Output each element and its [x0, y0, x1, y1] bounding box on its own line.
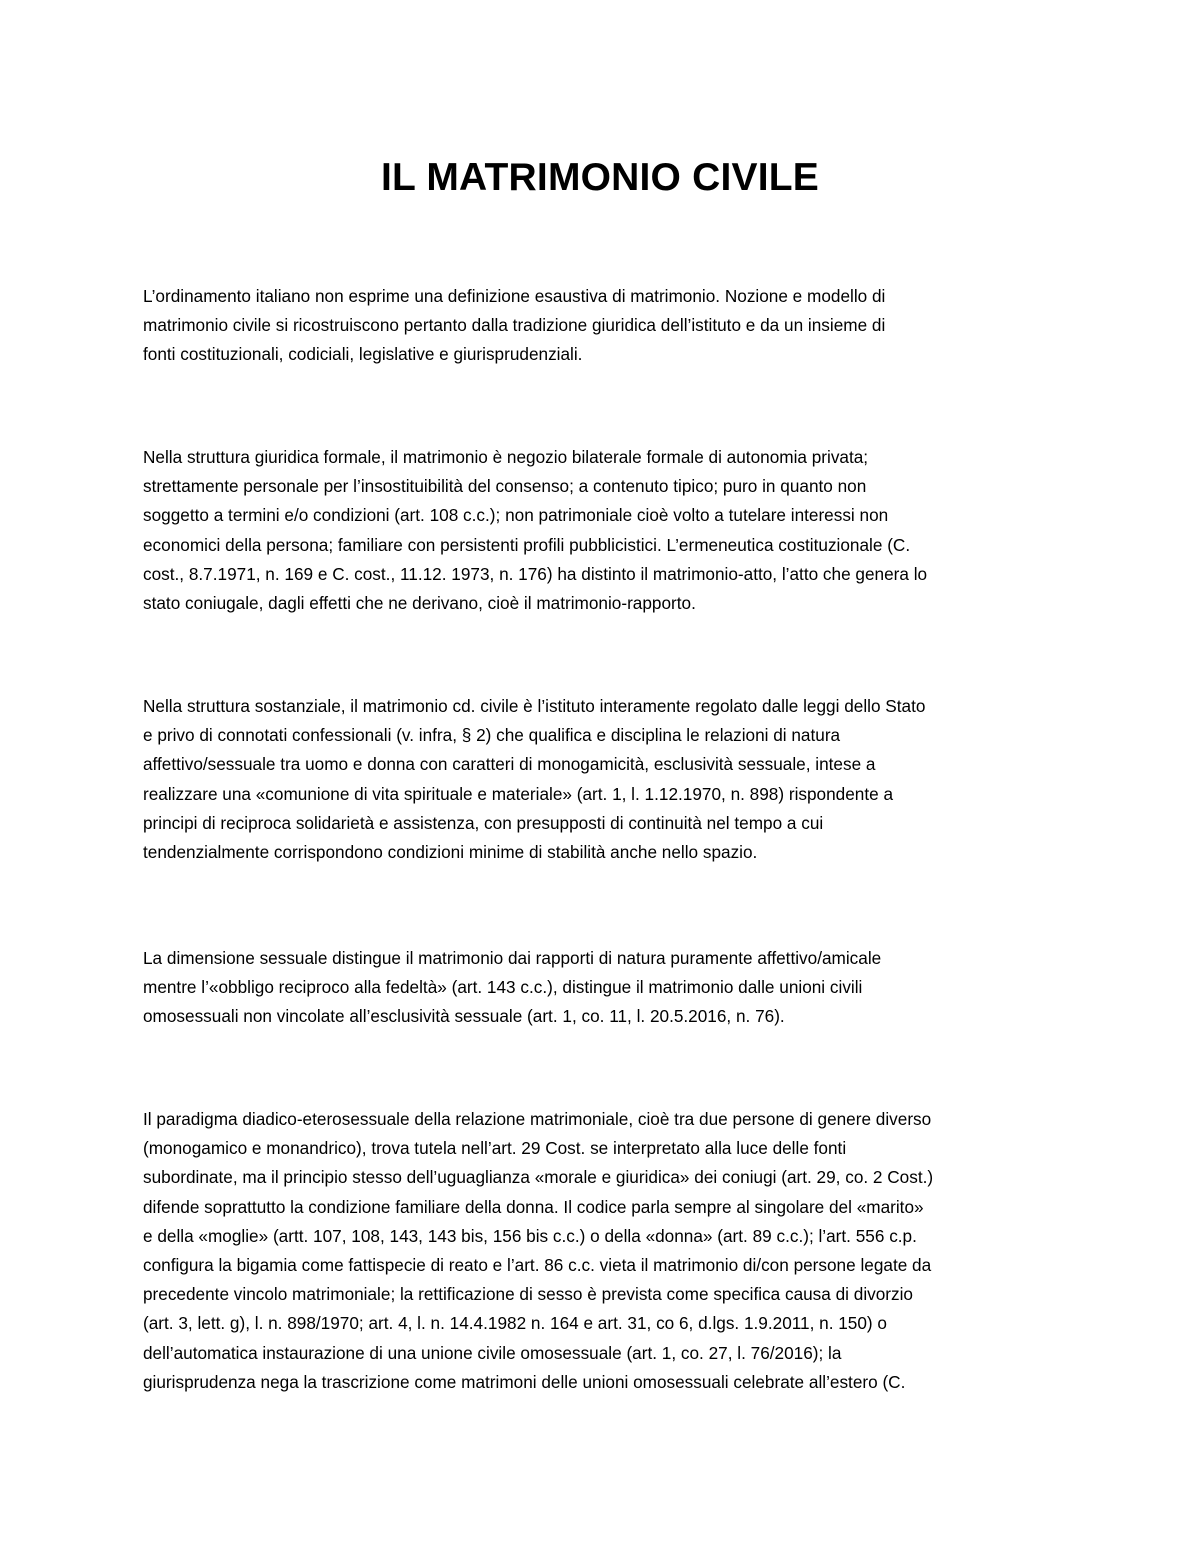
- paragraph-line: Nella struttura sostanziale, il matrimonio cd. civile è l’istituto interamente regolato dalle leggi dello Stato: [143, 696, 926, 716]
- paragraph-1: [143, 282, 1061, 370]
- paragraph-line: L’ordinamento italiano non esprime una definizione esaustiva di matrimonio. Nozione e modello di: [143, 286, 886, 306]
- paragraph-5: [143, 1105, 1061, 1397]
- paragraph-line: tendenzialmente corrispondono condizioni minime di stabilità anche nello spazio.: [143, 842, 758, 863]
- paragraph-line: difende soprattutto la condizione familiare della donna. Il codice parla sempre al singolare del «marito»: [143, 1196, 924, 1217]
- paragraph-line: Il paradigma diadico-eterosessuale della relazione matrimoniale, cioè tra due persone di genere diverso: [143, 1109, 932, 1129]
- paragraph-line: principi di reciproca solidarietà e assistenza, con presupposti di continuità nel tempo a cui: [143, 812, 824, 833]
- paragraph-line: strettamente personale per l’insostituibilità del consenso; a contenuto tipico; puro in quanto non: [143, 476, 867, 497]
- paragraph-line: (art. 3, lett. g), l. n. 898/1970; art. 4, l. n. 14.4.1982 n. 164 e art. 31, co 6, d.lgs. 1.9.2011, n. 150) o: [143, 1313, 887, 1334]
- paragraph-2: [143, 443, 1061, 618]
- paragraph-line: Nella struttura giuridica formale, il matrimonio è negozio bilaterale formale di autonomia privata;: [143, 447, 869, 467]
- paragraph-line: configura la bigamia come fattispecie di reato e l’art. 86 c.c. vieta il matrimonio di/con persone legate da: [143, 1255, 932, 1276]
- paragraph-line: e privo di connotati confessionali (v. infra, § 2) che qualifica e disciplina le relazioni di natura: [143, 725, 841, 746]
- paragraph-line: stato coniugale, dagli effetti che ne derivano, cioè il matrimonio-rapporto.: [143, 593, 696, 614]
- paragraph-line: omosessuali non vincolate all’esclusività sessuale (art. 1, co. 11, l. 20.5.2016, n. 76).: [143, 1006, 785, 1027]
- paragraph-line: soggetto a termini e/o condizioni (art. 108 c.c.); non patrimoniale cioè volto a tutelare interessi non: [143, 505, 889, 526]
- document-title: IL MATRIMONIO CIVILE: [380, 156, 820, 199]
- paragraph-line: (monogamico e monandrico), trova tutela nell’art. 29 Cost. se interpretato alla luce delle fonti: [143, 1138, 847, 1159]
- paragraph-line: matrimonio civile si ricostruiscono pertanto dalla tradizione giuridica dell’istituto e da un insieme di: [143, 315, 886, 336]
- paragraph-line: dell’automatica instaurazione di una unione civile omosessuale (art. 1, co. 27, l. 76/2016); la: [143, 1342, 842, 1363]
- paragraph-line: affettivo/sessuale tra uomo e donna con caratteri di monogamicità, esclusività sessuale, intese a: [143, 754, 876, 775]
- paragraph-line: realizzare una «comunione di vita spirituale e materiale» (art. 1, l. 1.12.1970, n. 898) rispondente a: [143, 783, 894, 804]
- paragraph-line: fonti costituzionali, codiciali, legislative e giurisprudenziali.: [143, 344, 583, 365]
- paragraph-line: precedente vincolo matrimoniale; la rettificazione di sesso è prevista come specifica causa di divorzio: [143, 1284, 913, 1305]
- paragraph-line: economici della persona; familiare con persistenti profili pubblicistici. L’ermeneutica costituzionale (C.: [143, 534, 911, 555]
- paragraph-line: e della «moglie» (artt. 107, 108, 143, 143 bis, 156 bis c.c.) o della «donna» (art. 89 c.c.); l’art. 556 c.p.: [143, 1225, 917, 1246]
- paragraph-line: La dimensione sessuale distingue il matrimonio dai rapporti di natura puramente affettivo/amicale: [143, 948, 882, 968]
- paragraph-line: cost., 8.7.1971, n. 169 e C. cost., 11.12. 1973, n. 176) ha distinto il matrimonio-atto, l’atto che genera lo: [143, 563, 928, 584]
- paragraph-3: [143, 692, 1061, 867]
- paragraph-line: subordinate, ma il principio stesso dell’uguaglianza «morale e giuridica» dei coniugi (art. 29, co. 2 Cost.): [143, 1167, 934, 1188]
- paragraph-4: [143, 944, 1061, 1032]
- paragraph-line: giurisprudenza nega la trascrizione come matrimoni delle unioni omosessuali celebrate all’estero (C.: [143, 1371, 906, 1392]
- paragraph-line: mentre l’«obbligo reciproco alla fedeltà» (art. 143 c.c.), distingue il matrimonio dalle unioni civili: [143, 977, 863, 998]
